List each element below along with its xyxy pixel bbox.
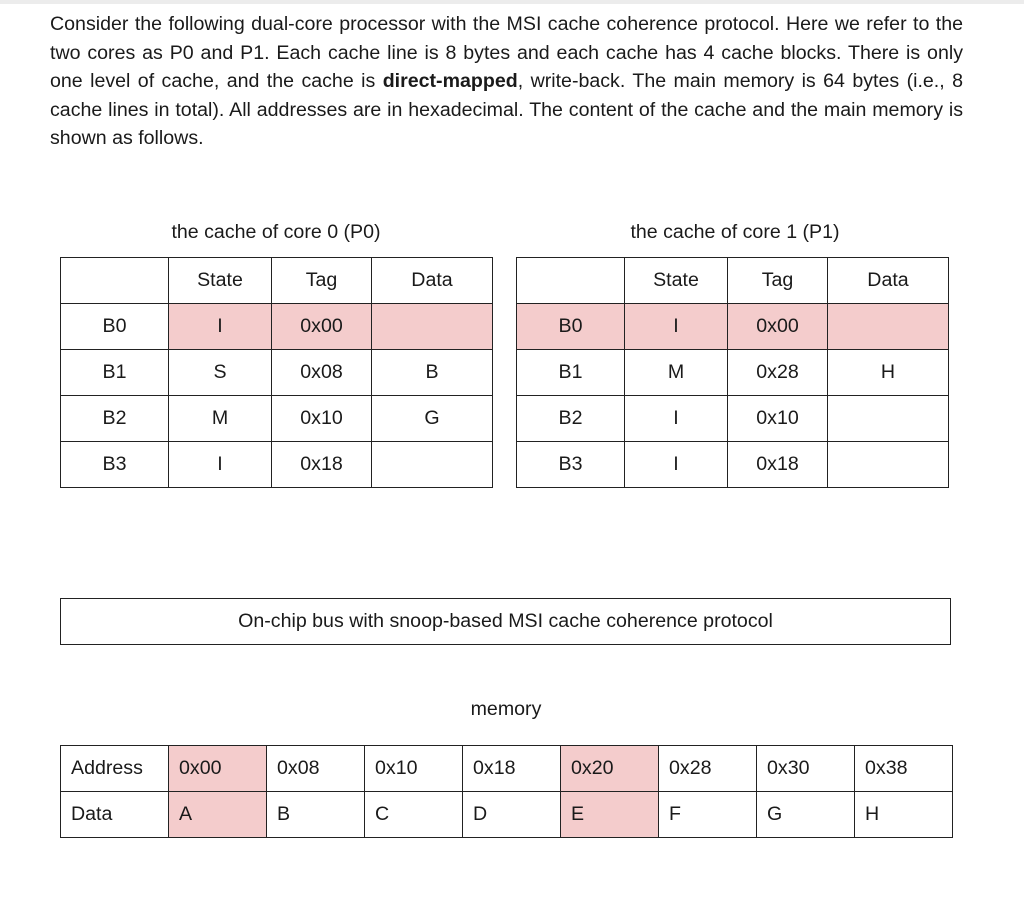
cache1-row-b2 <box>517 396 949 442</box>
cache1-header-row <box>517 258 949 304</box>
memory-address-label: Address <box>61 746 169 792</box>
cache1-header-data: Data <box>828 258 949 304</box>
memory-data-cell: D <box>463 792 561 838</box>
cache0-header-block <box>61 258 169 304</box>
cache0-tag: 0x08 <box>272 350 372 396</box>
cache0-state: M <box>169 396 272 442</box>
cache1-tag: 0x28 <box>728 350 828 396</box>
cache0-tag: 0x10 <box>272 396 372 442</box>
memory-data-cell: B <box>267 792 365 838</box>
cache0-state: I <box>169 442 272 488</box>
cache1-row-b3 <box>517 442 949 488</box>
cache0-header-tag: Tag <box>272 258 372 304</box>
cache1-tag: 0x00 <box>728 304 828 350</box>
cache1-tag: 0x10 <box>728 396 828 442</box>
memory-address-cell: 0x30 <box>757 746 855 792</box>
cache0-block: B2 <box>61 396 169 442</box>
cache1-table <box>516 257 949 488</box>
intro-bold-term: direct-mapped <box>382 70 518 92</box>
cache0-data <box>372 304 493 350</box>
memory-data-cell: C <box>365 792 463 838</box>
cache0-tag: 0x18 <box>272 442 372 488</box>
cache1-header-tag: Tag <box>728 258 828 304</box>
cache0-data <box>372 442 493 488</box>
memory-data-cell: F <box>659 792 757 838</box>
cache1-block: B1 <box>517 350 625 396</box>
cache1-caption: the cache of core 1 (P1) <box>630 221 840 243</box>
top-divider <box>0 0 1024 4</box>
memory-data-cell: H <box>855 792 953 838</box>
memory-address-cell: 0x38 <box>855 746 953 792</box>
cache1-tag: 0x18 <box>728 442 828 488</box>
memory-data-row <box>61 792 953 838</box>
memory-table <box>60 745 953 838</box>
cache0-row-b1 <box>61 350 493 396</box>
cache1-block: B3 <box>517 442 625 488</box>
cache0-header-state: State <box>169 258 272 304</box>
intro-text-after: , write-back. The main memory is 64 bytes (i.e., 8 cache lines in total). All addresses are in hexadecimal. The content of the cache and the main memory is shown as follows. <box>50 70 963 149</box>
cache1-row-b1 <box>517 350 949 396</box>
memory-data-cell: A <box>169 792 267 838</box>
memory-address-cell: 0x28 <box>659 746 757 792</box>
cache0-row-b2 <box>61 396 493 442</box>
cache1-data <box>828 442 949 488</box>
cache0-table <box>60 257 493 488</box>
memory-data-label: Data <box>61 792 169 838</box>
cache1-state: I <box>625 396 728 442</box>
cache1-data <box>828 396 949 442</box>
cache0-state: S <box>169 350 272 396</box>
problem-statement <box>50 10 963 153</box>
memory-data-cell: E <box>561 792 659 838</box>
bus-label: On-chip bus with snoop-based MSI cache coherence protocol <box>238 610 773 632</box>
snoop-bus <box>60 598 951 645</box>
cache0-row-b0 <box>61 304 493 350</box>
cache0-tag: 0x00 <box>272 304 372 350</box>
intro-text-before: Consider the following dual-core processor with the MSI cache coherence protocol. Here we refer to the two cores as P0 and P1. Each cache line is 8 bytes and each cache has 4 cache blocks. There is only one level of cache, and the cache is <box>50 13 963 92</box>
cache0-data: B <box>372 350 493 396</box>
memory-address-cell: 0x00 <box>169 746 267 792</box>
cache1-header-state: State <box>625 258 728 304</box>
memory-data-cell: G <box>757 792 855 838</box>
cache0-caption: the cache of core 0 (P0) <box>171 221 381 243</box>
cache1-data <box>828 304 949 350</box>
memory-address-cell: 0x20 <box>561 746 659 792</box>
cache1-block: B0 <box>517 304 625 350</box>
cache0-header-row <box>61 258 493 304</box>
memory-address-row <box>61 746 953 792</box>
cache1-row-b0 <box>517 304 949 350</box>
memory-address-cell: 0x10 <box>365 746 463 792</box>
cache0-block: B3 <box>61 442 169 488</box>
memory-address-cell: 0x18 <box>463 746 561 792</box>
cache1-header-block <box>517 258 625 304</box>
cache1-data: H <box>828 350 949 396</box>
cache0-header-data: Data <box>372 258 493 304</box>
cache1-state: I <box>625 442 728 488</box>
cache0-data: G <box>372 396 493 442</box>
memory-address-cell: 0x08 <box>267 746 365 792</box>
cache1-state: M <box>625 350 728 396</box>
cache0-row-b3 <box>61 442 493 488</box>
cache1-block: B2 <box>517 396 625 442</box>
cache0-state: I <box>169 304 272 350</box>
memory-caption: memory <box>470 698 542 720</box>
cache0-block: B1 <box>61 350 169 396</box>
cache1-state: I <box>625 304 728 350</box>
cache0-block: B0 <box>61 304 169 350</box>
